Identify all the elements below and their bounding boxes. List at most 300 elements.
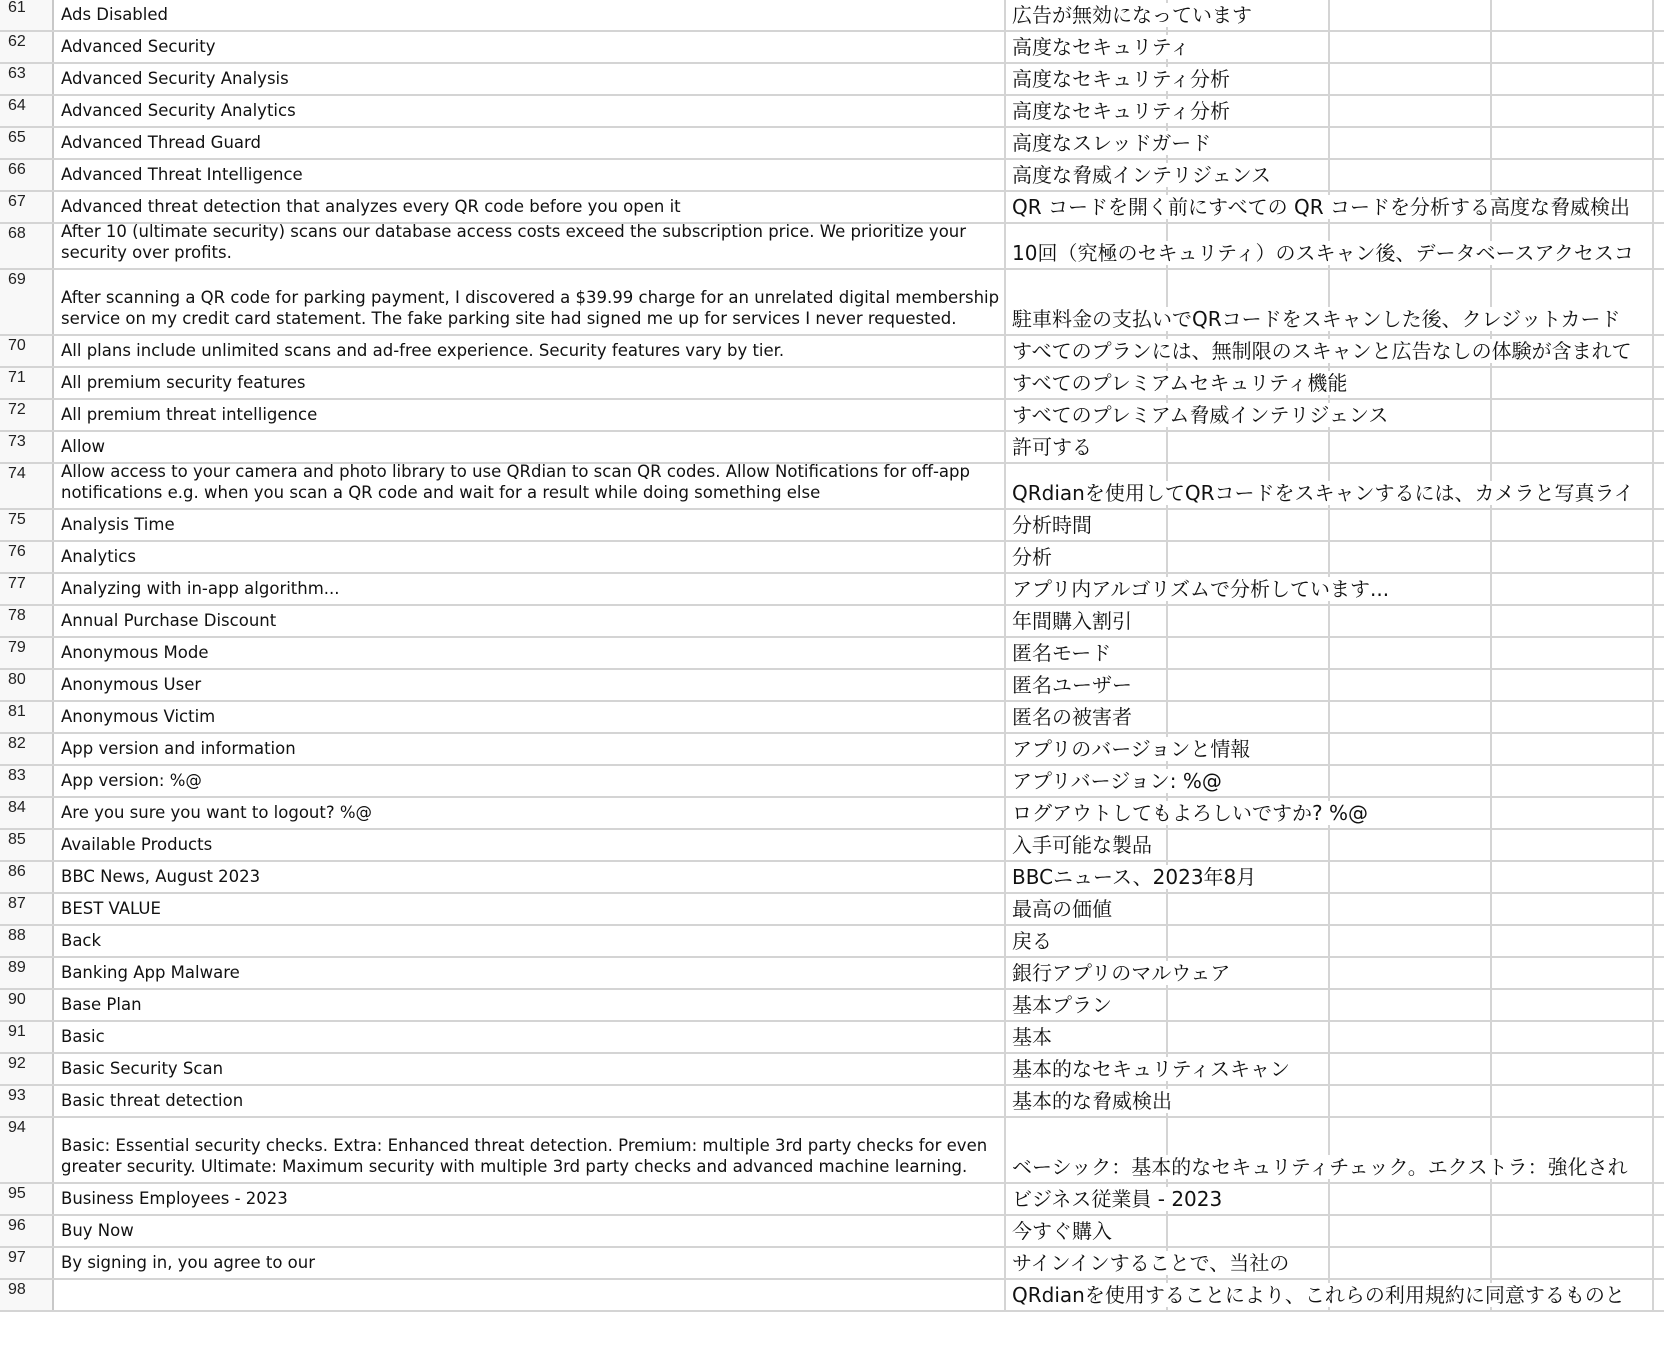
source-text-cell[interactable] — [54, 64, 1006, 94]
table-row[interactable] — [0, 1022, 1664, 1054]
translation-text: 最高の価値 — [1012, 897, 1112, 921]
table-row[interactable] — [0, 702, 1664, 734]
source-text: After scanning a QR code for parking payment, I discovered a $39.99 charge for an unrelated digital membership service on my credit card statement. The fake parking site had signed me up for services I never requested. — [61, 288, 1000, 328]
column-gridline — [1328, 1022, 1330, 1052]
column-gridline — [1328, 0, 1330, 30]
source-text: All premium security features — [61, 373, 306, 392]
row-number[interactable]: 97 — [0, 1248, 54, 1278]
translation-cell[interactable] — [1006, 990, 1664, 1020]
table-row[interactable] — [0, 270, 1664, 336]
translation-cell[interactable] — [1006, 926, 1664, 956]
table-row[interactable] — [0, 0, 1664, 32]
translation-cell[interactable] — [1006, 1248, 1664, 1278]
table-row[interactable] — [0, 1280, 1664, 1312]
source-text-cell[interactable] — [54, 368, 1006, 398]
table-row[interactable] — [0, 336, 1664, 368]
column-gridline — [1652, 766, 1654, 796]
table-row[interactable] — [0, 1118, 1664, 1184]
source-text: Advanced Security — [61, 37, 216, 56]
column-gridline — [1652, 670, 1654, 700]
translation-text: アプリバージョン: %@ — [1012, 769, 1222, 793]
column-gridline — [1166, 926, 1168, 956]
row-number[interactable]: 76 — [0, 542, 54, 572]
translation-cell[interactable] — [1006, 638, 1664, 668]
source-text-cell[interactable] — [54, 734, 1006, 764]
source-text-cell[interactable] — [54, 1216, 1006, 1246]
column-gridline — [1328, 1086, 1330, 1116]
row-number[interactable]: 75 — [0, 510, 54, 540]
translation-text: 分析時間 — [1012, 513, 1092, 537]
table-row[interactable] — [0, 368, 1664, 400]
translation-text: すべてのプランには、無制限のスキャンと広告なしの体験が含まれて — [1012, 339, 1632, 363]
column-gridline — [1328, 542, 1330, 572]
table-row[interactable] — [0, 958, 1664, 990]
table-row[interactable] — [0, 1184, 1664, 1216]
table-row[interactable] — [0, 638, 1664, 670]
row-number[interactable]: 93 — [0, 1086, 54, 1116]
column-gridline — [1328, 96, 1330, 126]
translation-cell[interactable] — [1006, 0, 1664, 30]
column-gridline — [1652, 1280, 1654, 1310]
source-text-cell[interactable] — [54, 606, 1006, 636]
table-row[interactable] — [0, 432, 1664, 464]
column-gridline — [1652, 1184, 1654, 1214]
row-number[interactable]: 69 — [0, 270, 54, 334]
column-gridline — [1490, 1022, 1492, 1052]
translation-text: 高度なスレッドガード — [1012, 131, 1212, 155]
source-text: Anonymous Victim — [61, 707, 216, 726]
table-row[interactable] — [0, 64, 1664, 96]
column-gridline — [1328, 734, 1330, 764]
source-text: Back — [61, 931, 102, 950]
table-row[interactable] — [0, 96, 1664, 128]
source-text: Annual Purchase Discount — [61, 611, 277, 630]
column-gridline — [1490, 894, 1492, 924]
column-gridline — [1652, 702, 1654, 732]
translation-cell[interactable] — [1006, 1086, 1664, 1116]
translation-text: 基本プラン — [1012, 993, 1112, 1017]
column-gridline — [1166, 606, 1168, 636]
table-row[interactable] — [0, 734, 1664, 766]
row-number[interactable]: 68 — [0, 224, 54, 268]
source-text-cell[interactable] — [54, 336, 1006, 366]
column-gridline — [1328, 958, 1330, 988]
table-row[interactable] — [0, 990, 1664, 1022]
row-number[interactable]: 98 — [0, 1280, 54, 1310]
row-number[interactable]: 66 — [0, 160, 54, 190]
column-gridline — [1490, 958, 1492, 988]
source-text: Banking App Malware — [61, 963, 240, 982]
translation-cell[interactable] — [1006, 670, 1664, 700]
column-gridline — [1328, 670, 1330, 700]
source-text-cell[interactable] — [54, 1022, 1006, 1052]
source-text: Basic threat detection — [61, 1091, 244, 1110]
row-number[interactable]: 65 — [0, 128, 54, 158]
column-gridline — [1328, 1216, 1330, 1246]
translation-cell[interactable] — [1006, 368, 1664, 398]
translation-cell[interactable] — [1006, 32, 1664, 62]
source-text: Advanced Security Analysis — [61, 69, 289, 88]
translation-cell[interactable] — [1006, 1184, 1664, 1214]
row-number[interactable]: 72 — [0, 400, 54, 430]
column-gridline — [1328, 1248, 1330, 1278]
source-text-cell[interactable] — [54, 1086, 1006, 1116]
column-gridline — [1652, 270, 1654, 334]
translation-text: 基本的な脅威検出 — [1012, 1089, 1172, 1113]
table-row[interactable] — [0, 1216, 1664, 1248]
column-gridline — [1490, 606, 1492, 636]
row-number[interactable]: 95 — [0, 1184, 54, 1214]
table-row[interactable] — [0, 400, 1664, 432]
translation-text: 駐車料金の支払いでQRコードをスキャンした後、クレジットカード — [1012, 307, 1621, 331]
source-text-cell[interactable] — [54, 542, 1006, 572]
column-gridline — [1328, 894, 1330, 924]
column-gridline — [1490, 64, 1492, 94]
column-gridline — [1490, 766, 1492, 796]
column-gridline — [1490, 432, 1492, 462]
row-number[interactable]: 92 — [0, 1054, 54, 1084]
source-text: Available Products — [61, 835, 213, 854]
source-text: Advanced threat detection that analyzes every QR code before you open it — [61, 197, 681, 216]
source-text-cell[interactable] — [54, 32, 1006, 62]
column-gridline — [1490, 96, 1492, 126]
translation-cell[interactable] — [1006, 270, 1664, 334]
source-text-cell[interactable] — [54, 192, 1006, 222]
column-gridline — [1652, 464, 1654, 508]
column-gridline — [1652, 894, 1654, 924]
source-text-cell[interactable] — [54, 830, 1006, 860]
table-row[interactable] — [0, 1248, 1664, 1280]
source-text-cell[interactable] — [54, 510, 1006, 540]
translation-text: すべてのプレミアム脅威インテリジェンス — [1012, 403, 1389, 427]
row-number[interactable]: 67 — [0, 192, 54, 222]
row-number[interactable]: 71 — [0, 368, 54, 398]
column-gridline — [1490, 862, 1492, 892]
source-text: Allow access to your camera and photo library to use QRdian to scan QR codes. Allow Notifications for off-app notifications e.g. when you scan a QR code and wait for a result while doing something else — [61, 464, 970, 502]
translation-text: QR コードを開く前にすべての QR コードを分析する高度な脅威検出 — [1012, 195, 1630, 219]
row-number[interactable]: 63 — [0, 64, 54, 94]
column-gridline — [1652, 32, 1654, 62]
row-number[interactable]: 64 — [0, 96, 54, 126]
column-gridline — [1328, 830, 1330, 860]
source-text-cell[interactable] — [54, 574, 1006, 604]
row-number[interactable]: 84 — [0, 798, 54, 828]
column-gridline — [1652, 606, 1654, 636]
column-gridline — [1490, 990, 1492, 1020]
column-gridline — [1652, 638, 1654, 668]
translation-cell[interactable] — [1006, 1022, 1664, 1052]
translation-text: 高度なセキュリティ — [1012, 35, 1190, 59]
column-gridline — [1652, 1248, 1654, 1278]
column-gridline — [1166, 830, 1168, 860]
row-number[interactable]: 73 — [0, 432, 54, 462]
translation-cell[interactable] — [1006, 862, 1664, 892]
source-text-cell[interactable] — [54, 798, 1006, 828]
translation-cell[interactable] — [1006, 1118, 1664, 1182]
column-gridline — [1490, 128, 1492, 158]
table-row[interactable] — [0, 464, 1664, 510]
row-number[interactable]: 88 — [0, 926, 54, 956]
row-number[interactable]: 83 — [0, 766, 54, 796]
source-text-cell[interactable] — [54, 638, 1006, 668]
source-text: Basic — [61, 1027, 105, 1046]
table-row[interactable] — [0, 192, 1664, 224]
translation-text: 年間購入割引 — [1012, 609, 1132, 633]
row-number[interactable]: 91 — [0, 1022, 54, 1052]
source-text-cell[interactable] — [54, 702, 1006, 732]
source-text: Analyzing with in-app algorithm... — [61, 579, 340, 598]
table-row[interactable] — [0, 542, 1664, 574]
column-gridline — [1652, 160, 1654, 190]
translation-cell[interactable] — [1006, 224, 1664, 268]
translation-cell[interactable] — [1006, 464, 1664, 508]
column-gridline — [1490, 830, 1492, 860]
column-gridline — [1652, 926, 1654, 956]
row-number[interactable]: 79 — [0, 638, 54, 668]
source-text-cell[interactable] — [54, 1248, 1006, 1278]
column-gridline — [1652, 128, 1654, 158]
source-text: BEST VALUE — [61, 899, 161, 918]
column-gridline — [1652, 542, 1654, 572]
source-text-cell[interactable] — [54, 464, 1006, 508]
source-text: Base Plan — [61, 995, 142, 1014]
translation-text: 匿名の被害者 — [1012, 705, 1132, 729]
column-gridline — [1490, 574, 1492, 604]
column-gridline — [1652, 64, 1654, 94]
translation-cell[interactable] — [1006, 798, 1664, 828]
source-text-cell[interactable] — [54, 862, 1006, 892]
column-gridline — [1652, 574, 1654, 604]
translation-cell[interactable] — [1006, 510, 1664, 540]
column-gridline — [1652, 1118, 1654, 1182]
source-text-cell[interactable] — [54, 270, 1006, 334]
translation-cell[interactable] — [1006, 606, 1664, 636]
column-gridline — [1328, 432, 1330, 462]
column-gridline — [1328, 702, 1330, 732]
column-gridline — [1166, 894, 1168, 924]
translation-text: アプリ内アルゴリズムで分析しています... — [1012, 577, 1390, 601]
translation-text: 基本 — [1012, 1025, 1052, 1049]
translation-cell[interactable] — [1006, 1280, 1664, 1310]
source-text-cell[interactable] — [54, 1054, 1006, 1084]
translation-cell[interactable] — [1006, 958, 1664, 988]
translation-text: 高度なセキュリティ分析 — [1012, 99, 1230, 123]
table-row[interactable] — [0, 798, 1664, 830]
column-gridline — [1328, 32, 1330, 62]
column-gridline — [1652, 224, 1654, 268]
column-gridline — [1328, 64, 1330, 94]
source-text: All premium threat intelligence — [61, 405, 318, 424]
column-gridline — [1490, 702, 1492, 732]
translation-text: 高度な脅威インテリジェンス — [1012, 163, 1271, 187]
translation-text: QRdianを使用することにより、これらの利用規約に同意するものと — [1012, 1283, 1625, 1307]
source-text-cell[interactable] — [54, 1184, 1006, 1214]
column-gridline — [1490, 1054, 1492, 1084]
source-text: All plans include unlimited scans and ad-free experience. Security features vary by tier. — [61, 341, 785, 360]
row-number[interactable]: 89 — [0, 958, 54, 988]
column-gridline — [1490, 368, 1492, 398]
source-text: By signing in, you agree to our — [61, 1253, 315, 1272]
source-text-cell[interactable] — [54, 224, 1006, 268]
source-text-cell[interactable] — [54, 894, 1006, 924]
table-row[interactable] — [0, 574, 1664, 606]
translation-cell[interactable] — [1006, 766, 1664, 796]
column-gridline — [1652, 400, 1654, 430]
row-number[interactable]: 62 — [0, 32, 54, 62]
source-text-cell[interactable] — [54, 1280, 1006, 1310]
source-text-cell[interactable] — [54, 400, 1006, 430]
table-row[interactable] — [0, 160, 1664, 192]
column-gridline — [1652, 0, 1654, 30]
translation-cell[interactable] — [1006, 336, 1664, 366]
column-gridline — [1490, 510, 1492, 540]
translation-cell[interactable] — [1006, 128, 1664, 158]
translation-cell[interactable] — [1006, 96, 1664, 126]
table-row[interactable] — [0, 862, 1664, 894]
source-text-cell[interactable] — [54, 432, 1006, 462]
row-number[interactable]: 78 — [0, 606, 54, 636]
column-gridline — [1328, 160, 1330, 190]
translation-cell[interactable] — [1006, 830, 1664, 860]
column-gridline — [1328, 606, 1330, 636]
row-number[interactable]: 96 — [0, 1216, 54, 1246]
column-gridline — [1328, 766, 1330, 796]
source-text: Basic: Essential security checks. Extra: Enhanced threat detection. Premium: multiple 3rd party checks for even greater security. Ultimate: Maximum security with multiple 3rd party checks and advanced machine learning. — [61, 1136, 988, 1176]
table-row[interactable] — [0, 670, 1664, 702]
translation-text: 匿名モード — [1012, 641, 1112, 665]
table-row[interactable] — [0, 224, 1664, 270]
column-gridline — [1166, 702, 1168, 732]
source-text: Buy Now — [61, 1221, 134, 1240]
translation-text: アプリのバージョンと情報 — [1012, 737, 1251, 761]
row-number[interactable]: 80 — [0, 670, 54, 700]
column-gridline — [1652, 96, 1654, 126]
column-gridline — [1652, 798, 1654, 828]
column-gridline — [1328, 1054, 1330, 1084]
translation-cell[interactable] — [1006, 702, 1664, 732]
translation-cell[interactable] — [1006, 542, 1664, 572]
column-gridline — [1490, 1086, 1492, 1116]
column-gridline — [1652, 510, 1654, 540]
column-gridline — [1328, 638, 1330, 668]
translation-cell[interactable] — [1006, 160, 1664, 190]
column-gridline — [1490, 1216, 1492, 1246]
source-text-cell[interactable] — [54, 926, 1006, 956]
column-gridline — [1166, 432, 1168, 462]
source-text: Analytics — [61, 547, 136, 566]
column-gridline — [1490, 0, 1492, 30]
source-text-cell[interactable] — [54, 1118, 1006, 1182]
column-gridline — [1166, 542, 1168, 572]
column-gridline — [1490, 734, 1492, 764]
table-row[interactable] — [0, 894, 1664, 926]
translation-text: 匿名ユーザー — [1012, 673, 1132, 697]
table-row[interactable] — [0, 1054, 1664, 1086]
column-gridline — [1490, 542, 1492, 572]
source-text-cell[interactable] — [54, 766, 1006, 796]
translation-text: 分析 — [1012, 545, 1052, 569]
row-number[interactable]: 85 — [0, 830, 54, 860]
column-gridline — [1652, 1216, 1654, 1246]
column-gridline — [1328, 1184, 1330, 1214]
column-gridline — [1328, 128, 1330, 158]
translation-text: 基本的なセキュリティスキャン — [1012, 1057, 1290, 1081]
translation-cell[interactable] — [1006, 1054, 1664, 1084]
translation-text: 銀行アプリのマルウェア — [1012, 961, 1231, 985]
translation-cell[interactable] — [1006, 1216, 1664, 1246]
source-text: Anonymous Mode — [61, 643, 209, 662]
table-row[interactable] — [0, 1086, 1664, 1118]
column-gridline — [1490, 638, 1492, 668]
source-text-cell[interactable] — [54, 990, 1006, 1020]
column-gridline — [1490, 798, 1492, 828]
translation-cell[interactable] — [1006, 432, 1664, 462]
row-number[interactable]: 74 — [0, 464, 54, 508]
column-gridline — [1490, 926, 1492, 956]
table-row[interactable] — [0, 32, 1664, 64]
translation-text: ベーシック：基本的なセキュリティチェック。エクストラ：強化され — [1012, 1155, 1628, 1179]
translation-cell[interactable] — [1006, 192, 1664, 222]
source-text-cell[interactable] — [54, 96, 1006, 126]
column-gridline — [1166, 1216, 1168, 1246]
column-gridline — [1490, 1184, 1492, 1214]
column-gridline — [1652, 958, 1654, 988]
row-number[interactable]: 82 — [0, 734, 54, 764]
row-number[interactable]: 86 — [0, 862, 54, 892]
source-text-cell[interactable] — [54, 128, 1006, 158]
table-row[interactable] — [0, 766, 1664, 798]
column-gridline — [1328, 862, 1330, 892]
translation-cell[interactable] — [1006, 894, 1664, 924]
source-text: After 10 (ultimate security) scans our database access costs exceed the subscription price. We prioritize your security over profits. — [61, 224, 967, 262]
translation-text: QRdianを使用してQRコードをスキャンするには、カメラと写真ライ — [1012, 481, 1634, 505]
source-text-cell[interactable] — [54, 670, 1006, 700]
table-row[interactable] — [0, 510, 1664, 542]
row-number[interactable]: 87 — [0, 894, 54, 924]
table-row[interactable] — [0, 830, 1664, 862]
row-number[interactable]: 90 — [0, 990, 54, 1020]
row-number[interactable]: 94 — [0, 1118, 54, 1182]
source-text: Ads Disabled — [61, 5, 168, 24]
source-text-cell[interactable] — [54, 160, 1006, 190]
column-gridline — [1652, 368, 1654, 398]
translation-text: ログアウトしてもよろしいですか? %@ — [1012, 801, 1368, 825]
source-text-cell[interactable] — [54, 0, 1006, 30]
table-row[interactable] — [0, 926, 1664, 958]
row-number[interactable]: 77 — [0, 574, 54, 604]
row-number[interactable]: 81 — [0, 702, 54, 732]
source-text: Are you sure you want to logout? %@ — [61, 803, 373, 822]
row-number[interactable]: 61 — [0, 0, 54, 30]
column-gridline — [1652, 990, 1654, 1020]
row-number[interactable]: 70 — [0, 336, 54, 366]
translation-cell[interactable] — [1006, 734, 1664, 764]
table-row[interactable] — [0, 606, 1664, 638]
translation-text: 許可する — [1012, 435, 1092, 459]
source-text: Analysis Time — [61, 515, 175, 534]
translation-cell[interactable] — [1006, 64, 1664, 94]
translation-cell[interactable] — [1006, 400, 1664, 430]
source-text: BBC News, August 2023 — [61, 867, 261, 886]
translation-text: 高度なセキュリティ分析 — [1012, 67, 1230, 91]
translation-cell[interactable] — [1006, 574, 1664, 604]
column-gridline — [1328, 990, 1330, 1020]
column-gridline — [1652, 336, 1654, 366]
translation-text: 広告が無効になっています — [1012, 3, 1252, 27]
source-text-cell[interactable] — [54, 958, 1006, 988]
table-row[interactable] — [0, 128, 1664, 160]
source-text: Business Employees - 2023 — [61, 1189, 288, 1208]
